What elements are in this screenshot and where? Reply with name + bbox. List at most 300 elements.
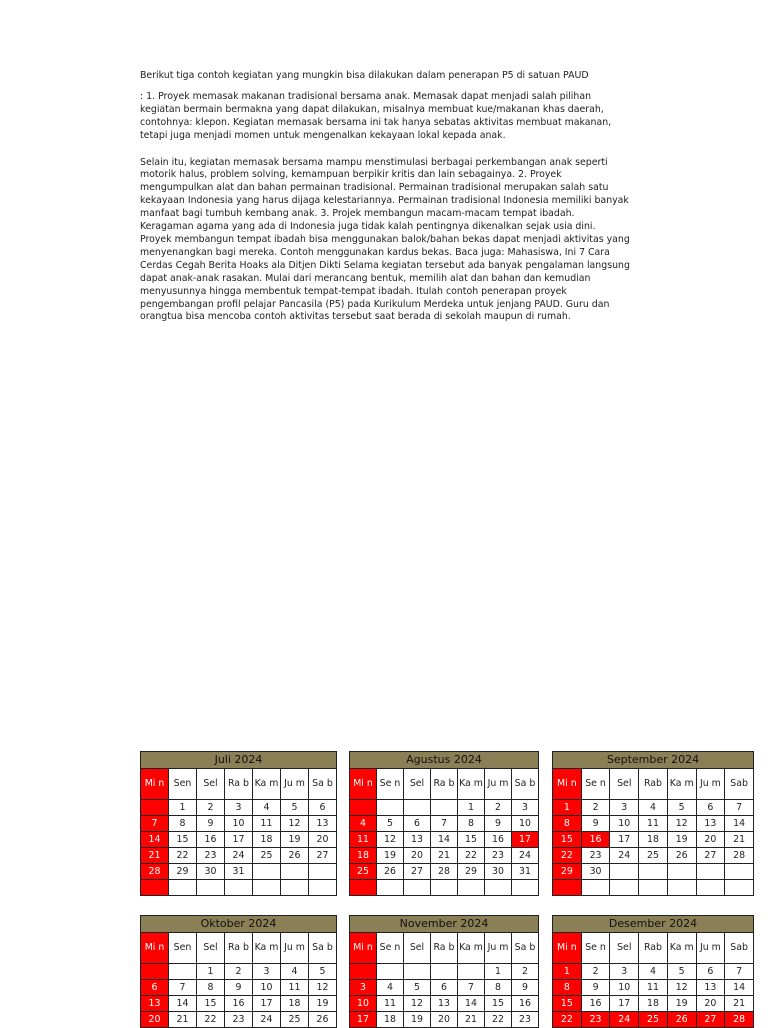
calendar-day-cell: 3 xyxy=(253,964,281,980)
calendar-day-cell: 20 xyxy=(696,996,725,1012)
weekday-header: Sel xyxy=(197,933,225,964)
weekday-header: Sab xyxy=(725,769,754,800)
calendar-day-cell xyxy=(696,864,725,880)
calendar-table xyxy=(140,915,337,1028)
calendar-day-cell: 19 xyxy=(404,1012,431,1028)
calendar-day-cell xyxy=(725,864,754,880)
weekday-header: Sel xyxy=(404,933,431,964)
calendar-day-cell: 8 xyxy=(553,980,582,996)
calendar-day-cell: 22 xyxy=(458,848,485,864)
calendar-day-cell xyxy=(458,964,485,980)
calendar-day-cell: 23 xyxy=(197,848,225,864)
calendar-day-cell: 11 xyxy=(253,816,281,832)
calendar-day-cell: 6 xyxy=(696,800,725,816)
weekday-header: Sa b xyxy=(512,769,539,800)
calendar-day-cell: 2 xyxy=(197,800,225,816)
calendar-week-row xyxy=(350,980,539,996)
calendar-day-cell xyxy=(431,964,458,980)
calendar-day-cell: 28 xyxy=(725,848,754,864)
calendar-day-cell xyxy=(141,880,169,896)
calendar-week-row xyxy=(553,1012,754,1028)
calendar-day-cell: 1 xyxy=(553,964,582,980)
calendar-month-title: Desember 2024 xyxy=(553,916,754,933)
calendar-week-row xyxy=(553,864,754,880)
calendar-day-cell: 13 xyxy=(404,832,431,848)
weekday-header: Sa b xyxy=(512,933,539,964)
calendar-week-row xyxy=(141,832,337,848)
weekday-header: Sel xyxy=(610,769,639,800)
calendar-day-cell: 22 xyxy=(485,1012,512,1028)
calendar-day-cell: 13 xyxy=(696,980,725,996)
weekday-header: Ra b xyxy=(431,769,458,800)
calendar-day-cell: 12 xyxy=(404,996,431,1012)
calendar-day-cell: 18 xyxy=(350,848,377,864)
calendar-day-cell: 27 xyxy=(696,848,725,864)
calendar-day-cell: 17 xyxy=(253,996,281,1012)
calendar-day-cell: 18 xyxy=(281,996,309,1012)
weekday-header: Ju m xyxy=(696,769,725,800)
weekday-header: Mi n xyxy=(141,933,169,964)
calendar-day-cell: 15 xyxy=(458,832,485,848)
calendar-week-row xyxy=(553,980,754,996)
calendar-week-row xyxy=(141,880,337,896)
calendar-day-cell: 11 xyxy=(281,980,309,996)
weekday-header: Ka m xyxy=(458,769,485,800)
calendar-day-cell xyxy=(225,880,253,896)
calendar-day-cell: 6 xyxy=(141,980,169,996)
weekday-header: Ka m xyxy=(667,933,696,964)
article-paragraph-2: Selain itu, kegiatan memasak bersama mampu menstimulasi berbagai perkembangan anak seperti motorik halus, problem solving, kemampuan berpikir kritis dan lain sebagainya. 2. Proyek mengumpulkan alat dan bahan permainan tradisional. Permainan tradisional merupakan salah satu kekayaan Indonesia yang harus dijaga kelestariannya. Permainan tradisional Indonesia memiliki banyak manfaat bagi tumbuh kembang anak. 3. Projek membangun macam-macam tempat ibadah. Keragaman agama yang ada di Indonesia juga tidak kalah pentingnya dikenalkan sejak usia dini. Proyek membangun tempat ibadah bisa menggunakan balok/bahan bekas dapat menjadi aktivitas yang menyenangkan bagi mereka. Contoh menggunakan kardus bekas. Baca juga: Mahasiswa, Ini 7 Cara Cerdas Cegah Berita Hoaks ala Ditjen Dikti Selama kegiatan tersebut ada banyak pengalaman langsung dapat anak-anak rasakan. Mulai dari merancang bentuk, memilih alat dan bahan dan kemudian menyusunnya hingga membentuk tempat-tempat ibadah. Itulah contoh penerapan proyek pengembangan profil pelajar Pancasila (P5) pada Kurikulum Merdeka untuk jenjang PAUD. Guru dan orangtua bisa mencoba contoh aktivitas tersebut saat berada di sekolah maupun di rumah. xyxy=(140,156,630,323)
calendar-day-cell: 15 xyxy=(169,832,197,848)
weekday-header: Ra b xyxy=(225,769,253,800)
calendar-day-cell: 4 xyxy=(639,800,668,816)
calendar-day-cell: 7 xyxy=(141,816,169,832)
weekday-header: Se n xyxy=(581,933,610,964)
calendar-day-cell xyxy=(197,880,225,896)
calendar-day-cell xyxy=(639,864,668,880)
calendar-week-row xyxy=(553,996,754,1012)
calendar-day-cell: 18 xyxy=(253,832,281,848)
weekday-header: Ka m xyxy=(253,769,281,800)
calendar-day-cell: 9 xyxy=(581,980,610,996)
calendar-day-cell xyxy=(350,964,377,980)
calendar-day-cell: 20 xyxy=(309,832,337,848)
calendar-month-title: September 2024 xyxy=(553,752,754,769)
calendar-week-row xyxy=(553,800,754,816)
weekday-header: Rab xyxy=(639,933,668,964)
calendar-week-row xyxy=(350,848,539,864)
calendar-day-cell: 8 xyxy=(169,816,197,832)
calendar-day-cell: 26 xyxy=(667,1012,696,1028)
calendar-day-cell: 2 xyxy=(581,800,610,816)
calendar-day-cell: 24 xyxy=(610,1012,639,1028)
calendar-day-cell xyxy=(141,800,169,816)
calendar-table xyxy=(552,915,754,1028)
calendar-day-cell: 22 xyxy=(169,848,197,864)
calendar-day-cell: 7 xyxy=(458,980,485,996)
weekday-header: Mi n xyxy=(553,933,582,964)
calendar-day-cell: 2 xyxy=(485,800,512,816)
calendar-day-cell: 17 xyxy=(350,1012,377,1028)
calendar-day-cell: 20 xyxy=(696,832,725,848)
calendar-day-cell: 16 xyxy=(197,832,225,848)
calendar-day-cell xyxy=(431,800,458,816)
weekday-header: Ju m xyxy=(696,933,725,964)
calendar-day-cell: 18 xyxy=(639,832,668,848)
calendar-day-cell: 25 xyxy=(281,1012,309,1028)
calendar-day-cell xyxy=(350,800,377,816)
calendar-day-cell: 2 xyxy=(225,964,253,980)
calendar-week-row xyxy=(553,880,754,896)
calendar-day-cell: 21 xyxy=(141,848,169,864)
calendar-day-cell: 13 xyxy=(141,996,169,1012)
calendar-august-2024 xyxy=(349,751,539,896)
calendar-day-cell: 10 xyxy=(253,980,281,996)
weekday-header: Ka m xyxy=(667,769,696,800)
calendar-week-row xyxy=(350,816,539,832)
calendar-day-cell: 25 xyxy=(350,864,377,880)
calendar-day-cell xyxy=(309,880,337,896)
calendar-week-row xyxy=(350,880,539,896)
calendar-day-cell: 29 xyxy=(458,864,485,880)
calendar-day-cell: 20 xyxy=(431,1012,458,1028)
calendar-october-2024 xyxy=(140,915,337,1028)
calendar-week-row xyxy=(141,800,337,816)
calendar-day-cell xyxy=(431,880,458,896)
calendar-day-cell: 18 xyxy=(377,1012,404,1028)
calendar-week-row xyxy=(553,832,754,848)
calendar-day-cell: 16 xyxy=(581,996,610,1012)
calendar-day-cell: 9 xyxy=(225,980,253,996)
calendar-day-cell: 6 xyxy=(431,980,458,996)
calendar-day-cell: 6 xyxy=(404,816,431,832)
calendar-day-cell xyxy=(281,880,309,896)
weekday-header: Ka m xyxy=(458,933,485,964)
calendar-day-cell xyxy=(667,864,696,880)
calendar-day-cell xyxy=(639,880,668,896)
calendar-day-cell: 12 xyxy=(309,980,337,996)
calendar-day-cell: 16 xyxy=(581,832,610,848)
calendar-day-cell: 10 xyxy=(225,816,253,832)
calendar-day-cell: 13 xyxy=(696,816,725,832)
calendar-day-cell xyxy=(725,880,754,896)
calendar-month-title: Oktober 2024 xyxy=(141,916,337,933)
calendar-week-row xyxy=(350,964,539,980)
calendar-week-row xyxy=(553,816,754,832)
weekday-header: Se n xyxy=(377,769,404,800)
calendar-day-cell: 14 xyxy=(141,832,169,848)
calendar-day-cell xyxy=(404,800,431,816)
calendar-day-cell: 22 xyxy=(553,1012,582,1028)
calendar-day-cell: 19 xyxy=(309,996,337,1012)
calendar-day-cell: 25 xyxy=(639,1012,668,1028)
calendar-day-cell: 30 xyxy=(197,864,225,880)
calendar-day-cell: 26 xyxy=(309,1012,337,1028)
calendar-day-cell: 4 xyxy=(639,964,668,980)
weekday-header: Sa b xyxy=(309,769,337,800)
calendar-day-cell: 15 xyxy=(197,996,225,1012)
calendar-day-cell: 23 xyxy=(225,1012,253,1028)
calendar-day-cell: 19 xyxy=(667,996,696,1012)
calendar-day-cell: 7 xyxy=(725,964,754,980)
calendar-day-cell: 30 xyxy=(581,864,610,880)
calendar-day-cell xyxy=(458,880,485,896)
calendar-day-cell: 14 xyxy=(725,980,754,996)
calendar-day-cell: 3 xyxy=(610,800,639,816)
calendar-day-cell: 22 xyxy=(553,848,582,864)
calendar-day-cell: 9 xyxy=(485,816,512,832)
weekday-header: Ju m xyxy=(281,933,309,964)
calendar-day-cell: 27 xyxy=(696,1012,725,1028)
calendar-day-cell xyxy=(253,864,281,880)
calendar-day-cell: 15 xyxy=(553,996,582,1012)
calendar-day-cell: 17 xyxy=(610,832,639,848)
weekday-header: Mi n xyxy=(350,933,377,964)
calendar-day-cell xyxy=(350,880,377,896)
calendar-week-row xyxy=(350,800,539,816)
weekday-header: Mi n xyxy=(350,769,377,800)
calendar-day-cell: 29 xyxy=(169,864,197,880)
calendar-day-cell xyxy=(581,880,610,896)
calendar-day-cell: 7 xyxy=(725,800,754,816)
calendar-day-cell xyxy=(169,880,197,896)
calendar-week-row xyxy=(141,864,337,880)
calendar-week-row xyxy=(350,832,539,848)
calendar-day-cell xyxy=(309,864,337,880)
calendar-day-cell: 6 xyxy=(696,964,725,980)
calendar-week-row xyxy=(553,964,754,980)
article-text xyxy=(140,70,630,331)
calendar-day-cell: 16 xyxy=(485,832,512,848)
calendar-day-cell: 1 xyxy=(197,964,225,980)
calendar-day-cell xyxy=(377,880,404,896)
weekday-header: Sa b xyxy=(309,933,337,964)
calendar-day-cell xyxy=(667,880,696,896)
calendar-day-cell: 14 xyxy=(458,996,485,1012)
calendar-day-cell: 5 xyxy=(404,980,431,996)
calendar-day-cell: 20 xyxy=(404,848,431,864)
weekday-header: Se n xyxy=(377,933,404,964)
calendar-november-2024 xyxy=(349,915,539,1028)
calendar-day-cell: 19 xyxy=(377,848,404,864)
calendar-day-cell: 3 xyxy=(225,800,253,816)
calendar-day-cell: 12 xyxy=(667,816,696,832)
calendar-day-cell: 3 xyxy=(610,964,639,980)
calendar-day-cell: 21 xyxy=(169,1012,197,1028)
calendar-day-cell: 13 xyxy=(431,996,458,1012)
calendar-day-cell: 17 xyxy=(512,832,539,848)
calendar-day-cell: 10 xyxy=(512,816,539,832)
calendar-day-cell: 15 xyxy=(485,996,512,1012)
calendar-week-row xyxy=(141,1012,337,1028)
calendar-day-cell: 21 xyxy=(431,848,458,864)
calendar-day-cell: 16 xyxy=(225,996,253,1012)
calendar-day-cell xyxy=(404,880,431,896)
calendar-day-cell xyxy=(169,964,197,980)
calendar-day-cell: 14 xyxy=(169,996,197,1012)
calendar-week-row xyxy=(553,848,754,864)
weekday-header: Ju m xyxy=(485,769,512,800)
calendar-day-cell: 10 xyxy=(610,980,639,996)
calendar-day-cell: 14 xyxy=(431,832,458,848)
weekday-header: Se n xyxy=(581,769,610,800)
calendar-day-cell: 28 xyxy=(431,864,458,880)
calendar-day-cell: 30 xyxy=(485,864,512,880)
calendar-day-cell: 1 xyxy=(553,800,582,816)
calendar-day-cell: 19 xyxy=(281,832,309,848)
calendar-day-cell: 24 xyxy=(610,848,639,864)
calendar-july-2024 xyxy=(140,751,337,896)
calendar-day-cell: 27 xyxy=(309,848,337,864)
weekday-header: Sel xyxy=(610,933,639,964)
calendar-day-cell: 23 xyxy=(581,1012,610,1028)
calendar-day-cell: 29 xyxy=(553,864,582,880)
calendar-day-cell: 23 xyxy=(485,848,512,864)
calendar-day-cell: 4 xyxy=(253,800,281,816)
calendar-day-cell: 4 xyxy=(377,980,404,996)
calendar-day-cell xyxy=(610,864,639,880)
calendar-day-cell: 31 xyxy=(225,864,253,880)
calendar-day-cell: 4 xyxy=(350,816,377,832)
calendar-day-cell: 2 xyxy=(581,964,610,980)
calendar-day-cell: 10 xyxy=(610,816,639,832)
calendar-day-cell xyxy=(377,800,404,816)
calendar-day-cell: 31 xyxy=(512,864,539,880)
calendar-day-cell: 4 xyxy=(281,964,309,980)
calendar-day-cell: 7 xyxy=(169,980,197,996)
article-paragraph-1: : 1. Proyek memasak makanan tradisional bersama anak. Memasak dapat menjadi salah pilihan kegiatan bermain bermakna yang dapat dilakukan, misalnya membuat kue/makanan khas daerah, contohnya: klepon. Kegiatan memasak bersama ini tak hanya sebatas aktivitas membuat makanan, tetapi juga menjadi momen untuk mengenalkan kekayaan lokal kepada anak. xyxy=(140,90,612,141)
weekday-header: Ra b xyxy=(225,933,253,964)
calendar-week-row xyxy=(350,996,539,1012)
calendar-day-cell: 11 xyxy=(639,980,668,996)
calendar-day-cell: 20 xyxy=(141,1012,169,1028)
calendar-day-cell: 12 xyxy=(667,980,696,996)
weekday-header: Ju m xyxy=(281,769,309,800)
calendar-week-row xyxy=(350,864,539,880)
calendar-day-cell: 17 xyxy=(225,832,253,848)
calendar-day-cell: 14 xyxy=(725,816,754,832)
calendar-day-cell: 3 xyxy=(512,800,539,816)
calendar-week-row xyxy=(141,848,337,864)
calendar-day-cell: 16 xyxy=(512,996,539,1012)
calendar-day-cell: 1 xyxy=(169,800,197,816)
article-intro: Berikut tiga contoh kegiatan yang mungkin bisa dilakukan dalam penerapan P5 di satuan PAUD xyxy=(140,70,589,81)
weekday-header: Rab xyxy=(639,769,668,800)
calendar-day-cell xyxy=(610,880,639,896)
calendar-day-cell: 23 xyxy=(512,1012,539,1028)
calendar-day-cell: 27 xyxy=(404,864,431,880)
calendar-day-cell: 24 xyxy=(225,848,253,864)
calendar-day-cell: 21 xyxy=(725,832,754,848)
calendar-december-2024 xyxy=(552,915,754,1028)
calendar-day-cell xyxy=(377,964,404,980)
calendar-day-cell: 5 xyxy=(667,964,696,980)
weekday-header: Sel xyxy=(404,769,431,800)
weekday-header: Ju m xyxy=(485,933,512,964)
calendar-table xyxy=(552,751,754,896)
calendar-day-cell: 21 xyxy=(725,996,754,1012)
calendar-day-cell xyxy=(485,880,512,896)
calendar-day-cell: 23 xyxy=(581,848,610,864)
calendar-day-cell: 7 xyxy=(431,816,458,832)
calendar-week-row xyxy=(141,996,337,1012)
calendar-month-title: Juli 2024 xyxy=(141,752,337,769)
calendar-day-cell: 17 xyxy=(610,996,639,1012)
calendar-day-cell: 9 xyxy=(581,816,610,832)
weekday-header: Mi n xyxy=(553,769,582,800)
weekday-header: Sen xyxy=(169,769,197,800)
calendar-day-cell: 8 xyxy=(485,980,512,996)
calendar-day-cell: 8 xyxy=(458,816,485,832)
calendar-month-title: November 2024 xyxy=(350,916,539,933)
weekday-header: Sel xyxy=(197,769,225,800)
calendar-day-cell: 8 xyxy=(553,816,582,832)
calendar-day-cell: 22 xyxy=(197,1012,225,1028)
calendar-day-cell: 28 xyxy=(725,1012,754,1028)
calendar-september-2024 xyxy=(552,751,754,896)
calendar-day-cell: 11 xyxy=(639,816,668,832)
calendar-day-cell: 25 xyxy=(639,848,668,864)
calendar-week-row xyxy=(141,816,337,832)
calendar-day-cell: 26 xyxy=(667,848,696,864)
weekday-header: Sab xyxy=(725,933,754,964)
weekday-header: Ka m xyxy=(253,933,281,964)
calendar-day-cell xyxy=(404,964,431,980)
calendar-day-cell: 25 xyxy=(253,848,281,864)
calendar-day-cell xyxy=(141,964,169,980)
calendar-day-cell: 1 xyxy=(485,964,512,980)
calendar-day-cell: 5 xyxy=(281,800,309,816)
calendar-day-cell: 1 xyxy=(458,800,485,816)
calendar-day-cell: 13 xyxy=(309,816,337,832)
calendar-day-cell xyxy=(553,880,582,896)
weekday-header: Sen xyxy=(169,933,197,964)
calendar-day-cell: 21 xyxy=(458,1012,485,1028)
calendar-week-row xyxy=(350,1012,539,1028)
calendar-day-cell: 24 xyxy=(512,848,539,864)
calendar-day-cell: 26 xyxy=(281,848,309,864)
calendar-day-cell: 19 xyxy=(667,832,696,848)
calendar-day-cell: 24 xyxy=(253,1012,281,1028)
calendar-table xyxy=(140,751,337,896)
calendar-month-title: Agustus 2024 xyxy=(350,752,539,769)
calendar-day-cell: 18 xyxy=(639,996,668,1012)
calendar-week-row xyxy=(141,964,337,980)
calendar-day-cell: 10 xyxy=(350,996,377,1012)
calendar-day-cell xyxy=(512,880,539,896)
weekday-header: Ra b xyxy=(431,933,458,964)
calendar-day-cell: 11 xyxy=(377,996,404,1012)
calendar-table xyxy=(349,915,539,1028)
weekday-header: Mi n xyxy=(141,769,169,800)
calendar-table xyxy=(349,751,539,896)
calendar-day-cell: 5 xyxy=(667,800,696,816)
calendar-day-cell: 9 xyxy=(512,980,539,996)
calendar-day-cell: 6 xyxy=(309,800,337,816)
calendar-day-cell xyxy=(281,864,309,880)
calendar-day-cell: 26 xyxy=(377,864,404,880)
calendar-day-cell xyxy=(253,880,281,896)
calendar-day-cell: 28 xyxy=(141,864,169,880)
calendar-day-cell: 12 xyxy=(377,832,404,848)
calendar-day-cell: 9 xyxy=(197,816,225,832)
calendar-day-cell: 11 xyxy=(350,832,377,848)
calendar-day-cell: 2 xyxy=(512,964,539,980)
calendar-week-row xyxy=(141,980,337,996)
calendar-day-cell: 5 xyxy=(377,816,404,832)
calendar-day-cell: 15 xyxy=(553,832,582,848)
calendar-day-cell xyxy=(696,880,725,896)
